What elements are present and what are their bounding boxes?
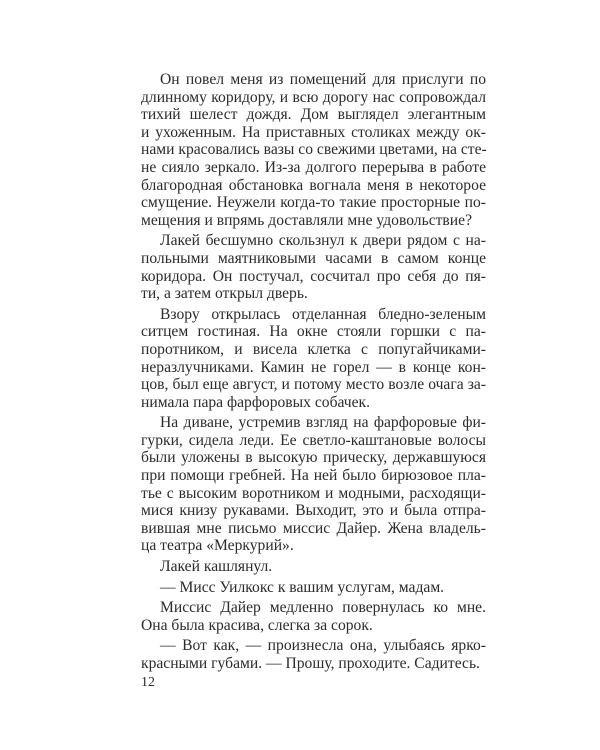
text-line: Миссис Дайер медленно повернулась ко мне.	[160, 599, 486, 617]
text-line: не сияло зеркало. Из-за долгого перерыва в работе	[141, 158, 486, 176]
text-line: нимала пара фарфоровых собачек.	[141, 393, 371, 411]
text-line: мися книзу рукавами. Выходит, это и была отпра-	[141, 502, 486, 520]
text-line: ситцем гостиная. На окне стояли горшки с па-	[141, 323, 486, 341]
text-line: Взору открылась отделанная бледно-зеленым	[160, 305, 486, 323]
text-line: Лакей бесшумно скользнул к двери рядом с на-	[160, 232, 486, 250]
text-line: Он повел меня из помещений для прислуги по	[160, 71, 486, 88]
text-line: длинному коридору, и всю дорогу нас сопровождал	[141, 88, 486, 106]
text-line: мещения и впрямь доставляли мне удовольствие?	[141, 211, 472, 229]
paragraph	[141, 232, 486, 302]
text-line: тье с высоким воротником и модными, расходящи-	[141, 484, 486, 502]
text-line: красными губами. — Прошу, проходите. Садитесь.	[141, 655, 480, 672]
text-line: смущение. Неужели когда-то такие просторные по-	[141, 194, 486, 212]
paragraph	[141, 414, 486, 555]
text-line: ца театра «Меркурий».	[141, 537, 294, 555]
text-line: и ухоженным. На приставных столиках между ок-	[141, 123, 486, 141]
paragraph	[141, 71, 486, 229]
text-line: польными маятниковыми часами в самом конце	[141, 249, 486, 267]
paragraph	[141, 599, 486, 634]
paragraph	[141, 306, 486, 412]
text-line: поротником, и висела клетка с попугайчиками-	[141, 340, 486, 358]
page-text	[141, 71, 486, 676]
text-line: вившая мне письмо миссис Дайер. Жена владель-	[141, 519, 486, 537]
text-line: гурки, сидела леди. Ее светло-каштановые волосы	[141, 431, 486, 449]
text-line: ти, а затем открыл дверь.	[141, 285, 308, 303]
text-line: Лакей кашлянул.	[160, 558, 273, 576]
text-line: Она была красива, слегка за сорок.	[141, 616, 373, 634]
text-line: были уложены в высокую прическу, державшуюся	[141, 449, 486, 467]
paragraph	[141, 579, 486, 597]
paragraph	[141, 637, 486, 672]
page-number: 12	[141, 675, 155, 690]
text-line: благородная обстановка вогнала меня в некоторое	[141, 176, 486, 194]
text-line: На диване, устремив взгляд на фарфоровые фи-	[160, 414, 486, 432]
text-line: — Мисс Уилкокс к вашим услугам, мадам.	[160, 578, 445, 596]
text-line: неразлучниками. Камин не горел — в конце кон-	[141, 358, 486, 376]
text-line: нами красовались вазы со свежими цветами, на сте-	[141, 141, 487, 159]
text-line: коридора. Он постучал, сосчитал про себя до пя-	[141, 267, 486, 285]
text-line: цов, был еще август, и потому место возле очага за-	[141, 376, 486, 394]
text-line: при помощи гребней. На ней было бирюзовое пла-	[141, 467, 486, 485]
paragraph	[141, 558, 486, 576]
text-line: — Вот как, — произнесла она, улыбаясь ярко-	[160, 637, 486, 655]
text-line: тихий шелест дождя. Дом выглядел элегантным	[141, 106, 486, 124]
